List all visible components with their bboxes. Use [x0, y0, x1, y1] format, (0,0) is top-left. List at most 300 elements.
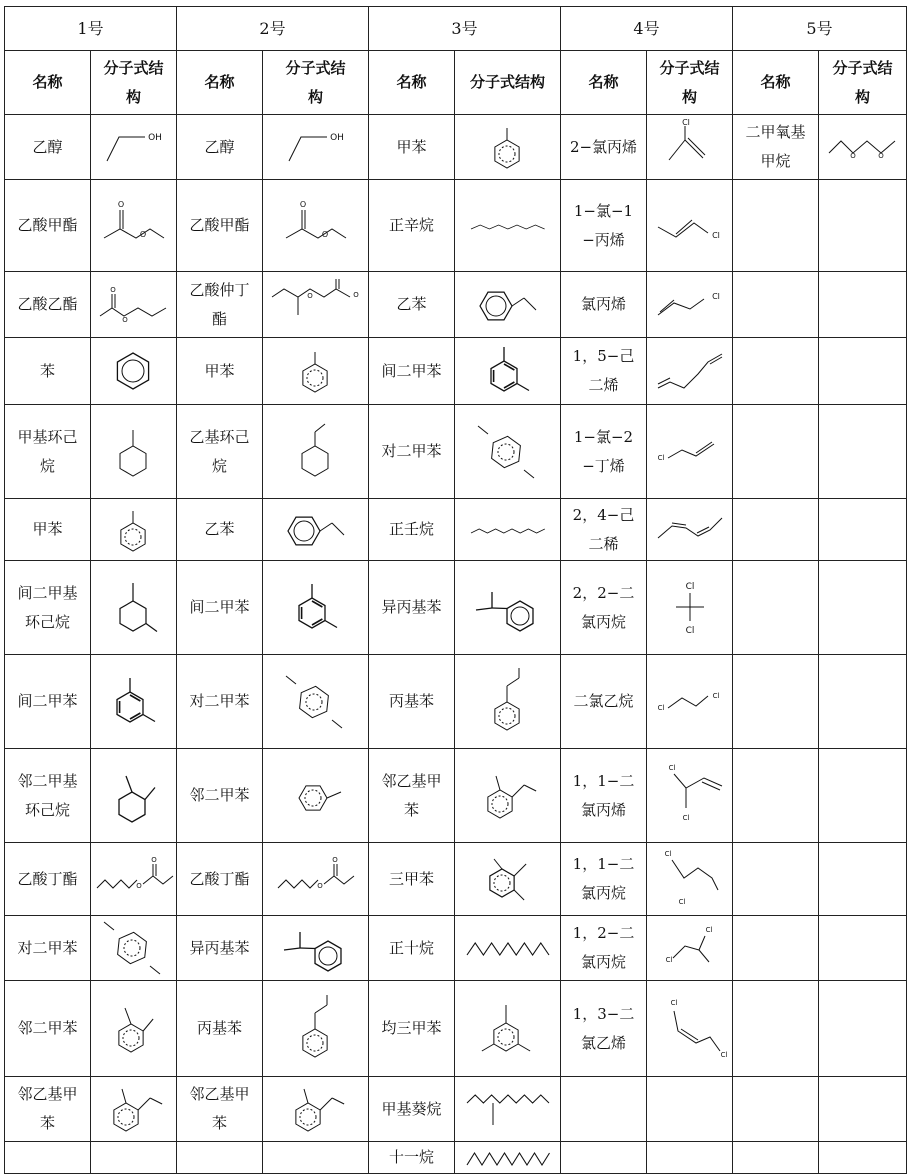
- structure-1,2-dichloropropane: [655, 918, 725, 978]
- structure-trimethylbenzene: [472, 843, 544, 915]
- structure-cell: [455, 180, 561, 272]
- compound-name-cell: [5, 272, 91, 338]
- compound-name-cell: [733, 115, 819, 180]
- structure-cell: [647, 981, 733, 1077]
- compound-name: 甲苯: [32, 520, 63, 538]
- name-header: 名称: [561, 51, 647, 115]
- bond-stroke: [511, 607, 529, 625]
- compound-name-cell: [733, 843, 819, 916]
- compound-name-cell: [733, 561, 819, 655]
- atom-label: Cl: [720, 1050, 727, 1059]
- compound-name-cell: [177, 499, 263, 561]
- structure-m-xylene-kek: [472, 338, 544, 404]
- bond-stroke: [494, 859, 502, 869]
- bond-stroke: [518, 1044, 530, 1051]
- compound-name: 十一烷: [388, 1148, 434, 1166]
- compound-name: 均三甲苯: [381, 1019, 442, 1037]
- bond-stroke: [306, 694, 322, 710]
- structure-cell: [263, 499, 369, 561]
- bond-stroke: [284, 948, 300, 950]
- compound-name: 对二甲苯: [381, 442, 442, 460]
- compound-name-cell: [733, 338, 819, 405]
- bond-stroke: [668, 696, 708, 708]
- structure-allyl-chloride: [652, 285, 728, 325]
- structure-methyldecane: [463, 1081, 553, 1137]
- bond-stroke: [286, 676, 296, 684]
- structure-butyl-acetate: [274, 854, 358, 904]
- compound-name-cell: [5, 1142, 91, 1174]
- bond-stroke: [97, 880, 137, 888]
- compound-name: 正十烷: [388, 938, 434, 957]
- compound-name-cell: [733, 749, 819, 843]
- bond-stroke: [498, 444, 514, 460]
- compound-name: 乙酸甲酯: [17, 216, 78, 234]
- bond-stroke: [289, 137, 327, 161]
- compound-name: 乙酸仲丁酯: [189, 280, 250, 328]
- compound-name-cell: [733, 1142, 819, 1174]
- bond-stroke: [512, 298, 524, 306]
- compound-name: 邻乙基甲苯: [189, 1085, 250, 1132]
- structure-cell: [91, 115, 177, 180]
- atom-label: O: [321, 229, 328, 239]
- structure-cell: [91, 338, 177, 405]
- structure-o-ethyltoluene: [280, 1077, 352, 1141]
- compound-name-cell: [369, 749, 455, 843]
- bond-stroke: [307, 370, 323, 386]
- compound-name-cell: [561, 561, 647, 655]
- structure-nonane-thin: [465, 515, 551, 545]
- compound-name-cell: [5, 1077, 91, 1142]
- bond-stroke: [332, 523, 344, 535]
- structure-m-xylene-kek: [280, 575, 352, 641]
- compound-name: 二氯乙烷: [573, 692, 634, 710]
- bond-stroke: [302, 446, 328, 476]
- bond-stroke: [672, 860, 718, 890]
- bond-stroke: [524, 298, 536, 310]
- group-header-3: 3号: [369, 7, 561, 51]
- structure-cell: [455, 655, 561, 749]
- structure-p-xylene: [278, 670, 354, 734]
- compound-name: 间二甲苯: [381, 361, 442, 380]
- structure-cell: [647, 1142, 733, 1174]
- compound-name: 乙醇: [204, 137, 235, 156]
- atom-label: Cl: [678, 898, 685, 906]
- bond-stroke: [524, 785, 536, 791]
- compound-name-cell: [177, 561, 263, 655]
- atom-label: O: [151, 856, 157, 864]
- table-row: [5, 1077, 907, 1142]
- compound-name: 1，2−二氯丙烷: [572, 924, 635, 971]
- bond-stroke: [142, 714, 154, 721]
- atom-label: Cl: [657, 703, 664, 712]
- compound-name: 乙苯: [204, 520, 235, 538]
- structure-cell: [819, 1142, 907, 1174]
- compound-name: 1，5−己二烯: [572, 347, 635, 394]
- bond-stroke: [504, 382, 514, 388]
- structure-dimethoxymethane: [823, 127, 903, 167]
- table-row: [5, 655, 907, 749]
- compound-name-cell: [561, 499, 647, 561]
- structure-ethylbenzene-flat: [468, 276, 548, 334]
- bond-stroke: [278, 880, 318, 888]
- compound-name-cell: [5, 749, 91, 843]
- structure-toluene: [281, 342, 351, 400]
- compound-name: 正壬烷: [388, 520, 434, 538]
- compound-name: 异丙基苯: [189, 938, 250, 957]
- compound-name-cell: [5, 180, 91, 272]
- bond-stroke: [118, 1109, 134, 1125]
- bond-stroke: [660, 300, 674, 312]
- bond-stroke: [658, 518, 722, 538]
- bond-stroke: [710, 357, 722, 364]
- bond-stroke: [697, 527, 709, 533]
- structure-cell: [263, 115, 369, 180]
- structure-cell: [91, 1077, 177, 1142]
- structure-cell: [647, 1077, 733, 1142]
- structure-cell: [455, 749, 561, 843]
- compound-name-cell: [5, 499, 91, 561]
- structure-o-ethyltoluene: [472, 764, 544, 828]
- bond-stroke: [299, 598, 325, 628]
- compound-name: 邻乙基甲苯: [381, 771, 442, 819]
- bond-stroke: [492, 608, 507, 609]
- compound-name: 乙酸丁酯: [17, 869, 78, 888]
- table-row: [5, 405, 907, 499]
- structure-cell: [819, 338, 907, 405]
- structure-cell: [91, 655, 177, 749]
- name-header: 名称: [369, 51, 455, 115]
- compound-name: 二甲氧基甲烷: [745, 123, 806, 170]
- bond-stroke: [476, 608, 492, 610]
- bond-stroke: [117, 932, 146, 963]
- structure-cell: [455, 561, 561, 655]
- structure-cell: [455, 499, 561, 561]
- structure-cell: [647, 338, 733, 405]
- bond-stroke: [499, 708, 515, 724]
- compound-name-cell: [561, 655, 647, 749]
- bond-stroke: [673, 936, 705, 958]
- structure-butyl-acetate: [93, 854, 177, 904]
- bond-stroke: [492, 796, 508, 812]
- table-row: [5, 561, 907, 655]
- structure-toluene-plain: [281, 766, 351, 826]
- compound-name-cell: [5, 655, 91, 749]
- compound-name: 1，1−二氯丙烷: [572, 855, 635, 902]
- compound-name: 乙醇: [32, 137, 63, 156]
- compound-name: 对二甲苯: [189, 692, 250, 710]
- formula-header: 分子式结构: [91, 51, 177, 115]
- bond-stroke: [514, 864, 526, 876]
- atom-label: O: [331, 856, 338, 864]
- structure-octane-thin: [465, 211, 551, 241]
- bond-stroke: [125, 529, 141, 545]
- group-header-2: 2号: [177, 7, 369, 51]
- atom-label: O: [352, 290, 359, 299]
- compound-table: [4, 6, 907, 1174]
- compound-name: 对二甲苯: [17, 938, 78, 957]
- structure-o-ethyltoluene: [98, 1077, 170, 1141]
- bond-stroke: [315, 424, 325, 432]
- bond-stroke: [117, 692, 143, 722]
- compound-name-cell: [177, 1142, 263, 1174]
- formula-header: 分子式结构: [647, 51, 733, 115]
- bond-stroke: [300, 1109, 316, 1125]
- compound-name-cell: [177, 272, 263, 338]
- structure-cumene: [276, 916, 356, 980]
- bond-stroke: [471, 225, 545, 229]
- table-row: [5, 843, 907, 916]
- structure-dimethylcyclohexane-m: [99, 572, 169, 644]
- atom-label: Cl: [685, 625, 694, 636]
- structure-cell: [263, 749, 369, 843]
- compound-name-cell: [369, 1142, 455, 1174]
- atom-label: Cl: [668, 763, 675, 772]
- structure-sec-butyl-acetate: [266, 275, 366, 335]
- bond-stroke: [491, 436, 520, 467]
- bond-stroke: [130, 713, 140, 719]
- bond-stroke: [150, 966, 160, 974]
- structure-cell: [647, 561, 733, 655]
- compound-name: 正辛烷: [388, 216, 434, 234]
- structure-propylbenzene: [283, 991, 349, 1067]
- atom-label: Cl: [670, 998, 677, 1007]
- bond-stroke: [504, 364, 514, 370]
- bond-stroke: [486, 296, 506, 316]
- compound-name: 2，2−二氯丙烷: [572, 583, 635, 631]
- compound-name-cell: [177, 405, 263, 499]
- compound-name-cell: [369, 180, 455, 272]
- compound-name-cell: [177, 180, 263, 272]
- structure-decane-bold: [463, 933, 553, 963]
- compound-name-cell: [177, 916, 263, 981]
- compound-name: 邻二甲苯: [189, 786, 250, 804]
- formula-header: 分子式结构: [455, 51, 561, 115]
- compound-name-cell: [369, 1077, 455, 1142]
- bond-stroke: [120, 601, 146, 631]
- structure-cell: [647, 749, 733, 843]
- bond-stroke: [514, 890, 524, 900]
- atom-label: Cl: [657, 453, 664, 462]
- structure-cell: [819, 405, 907, 499]
- structure-cell: [455, 115, 561, 180]
- compound-name-cell: [369, 405, 455, 499]
- structure-cell: [91, 1142, 177, 1174]
- compound-name-cell: [561, 1142, 647, 1174]
- compound-name: 间二甲苯: [17, 692, 78, 710]
- structure-p-xylene: [96, 916, 172, 980]
- structure-cell: [819, 180, 907, 272]
- bond-stroke: [144, 787, 154, 799]
- compound-name-cell: [5, 561, 91, 655]
- structure-cell: [91, 272, 177, 338]
- bond-stroke: [516, 384, 528, 391]
- compound-name-cell: [733, 655, 819, 749]
- atom-label: O: [299, 199, 306, 209]
- compound-name-cell: [561, 1077, 647, 1142]
- bond-stroke: [332, 720, 342, 728]
- structure-cell: [263, 843, 369, 916]
- atom-label: Cl: [685, 581, 694, 592]
- compound-name-cell: [177, 981, 263, 1077]
- structure-cell: [263, 1142, 369, 1174]
- compound-name: 乙酸乙酯: [17, 295, 78, 313]
- structure-methyl-acetate: [98, 196, 170, 256]
- bond-stroke: [307, 1035, 323, 1051]
- structure-cell: [91, 561, 177, 655]
- compound-name-cell: [733, 981, 819, 1077]
- structure-undecane-bold: [463, 1143, 553, 1173]
- structure-methyl-acetate: [280, 196, 352, 256]
- structure-cell: [91, 843, 177, 916]
- structure-cell: [819, 499, 907, 561]
- compound-name: 苯: [39, 361, 55, 380]
- structure-propylbenzene: [475, 664, 541, 740]
- bond-stroke: [498, 1029, 514, 1045]
- name-header: 名称: [733, 51, 819, 115]
- group-header-1: 1号: [5, 7, 177, 51]
- structure-ethanol: [281, 125, 351, 169]
- compound-name-cell: [177, 843, 263, 916]
- structure-ethanol: [99, 125, 169, 169]
- atom-label: O: [849, 152, 856, 160]
- compound-name-cell: [369, 338, 455, 405]
- bond-stroke: [122, 360, 144, 382]
- structure-cell: [263, 405, 369, 499]
- compound-name-cell: [5, 115, 91, 180]
- compound-name-cell: [177, 1077, 263, 1142]
- structure-cell: [647, 405, 733, 499]
- structure-cell: [91, 180, 177, 272]
- compound-name: 乙苯: [396, 295, 427, 313]
- compound-name: 甲基葵烷: [381, 1099, 442, 1118]
- bond-stroke: [674, 1011, 720, 1051]
- bond-stroke: [481, 1044, 493, 1051]
- structure-2-chloropropene: [655, 118, 725, 176]
- structure-1,1-dichloropropene-a: [652, 756, 728, 836]
- compound-name: 乙基环己烷: [189, 427, 250, 475]
- name-header: 名称: [177, 51, 263, 115]
- bond-stroke: [699, 950, 709, 962]
- compound-name-cell: [5, 843, 91, 916]
- structure-cell: [647, 843, 733, 916]
- structure-cell: [647, 499, 733, 561]
- structure-cell: [819, 916, 907, 981]
- bond-stroke: [300, 948, 315, 949]
- formula-header: 分子式结构: [819, 51, 907, 115]
- compound-name-cell: [369, 981, 455, 1077]
- structure-cell: [91, 499, 177, 561]
- structure-cell: [263, 916, 369, 981]
- compound-name: 甲苯: [204, 361, 235, 380]
- compound-name-cell: [561, 916, 647, 981]
- table-row: [5, 180, 907, 272]
- atom-label: O: [306, 291, 313, 300]
- bond-stroke: [320, 523, 332, 531]
- structure-cell: [455, 338, 561, 405]
- compound-name-cell: [369, 272, 455, 338]
- table-row: [5, 981, 907, 1077]
- table-row: [5, 115, 907, 180]
- bond-stroke: [658, 299, 704, 315]
- structure-cell: [819, 1077, 907, 1142]
- structure-cell: [647, 655, 733, 749]
- compound-name-cell: [561, 115, 647, 180]
- compound-name: 甲苯: [396, 137, 427, 156]
- structure-1-chloro-1-propene: [652, 201, 728, 251]
- bond-stroke: [327, 792, 341, 798]
- compound-name-cell: [177, 749, 263, 843]
- bond-stroke: [119, 792, 145, 822]
- compound-name-cell: [5, 916, 91, 981]
- structure-2,2-dichloropropane: [660, 573, 720, 643]
- structure-ethylcyclohexane: [281, 417, 351, 487]
- bond-stroke: [702, 782, 720, 790]
- atom-label: Cl: [682, 813, 689, 822]
- compound-name-cell: [369, 655, 455, 749]
- structure-cumene: [468, 576, 548, 640]
- bond-stroke: [658, 354, 722, 388]
- structure-cell: [819, 843, 907, 916]
- compound-name: 1−氯−1−丙烯: [573, 201, 634, 249]
- compound-name: 2−氯丙烯: [569, 137, 638, 156]
- bond-stroke: [299, 686, 328, 717]
- structure-cell: [263, 561, 369, 655]
- bond-stroke: [685, 140, 703, 158]
- compound-name-cell: [733, 916, 819, 981]
- structure-o-xylene: [101, 996, 167, 1062]
- atom-label: O: [121, 315, 128, 324]
- compound-name-cell: [561, 843, 647, 916]
- compound-name-cell: [561, 405, 647, 499]
- atom-label: Cl: [711, 291, 720, 301]
- compound-name-cell: [5, 338, 91, 405]
- atom-label: Cl: [705, 926, 712, 934]
- structure-methylcyclohexane: [99, 419, 169, 485]
- compound-name-cell: [561, 180, 647, 272]
- structure-cell: [647, 916, 733, 981]
- bond-stroke: [294, 521, 314, 541]
- structure-dichloroethane: [652, 682, 728, 722]
- atom-label: Cl: [711, 230, 720, 240]
- bond-stroke: [107, 137, 145, 161]
- compound-name: 乙酸甲酯: [189, 216, 250, 234]
- bond-stroke: [324, 620, 336, 627]
- structure-cell: [91, 981, 177, 1077]
- bond-stroke: [491, 361, 517, 391]
- bond-stroke: [829, 141, 895, 153]
- compound-name-cell: [733, 405, 819, 499]
- bond-stroke: [124, 940, 140, 956]
- bond-stroke: [320, 1098, 332, 1110]
- compound-name-cell: [369, 916, 455, 981]
- bond-stroke: [324, 876, 354, 884]
- compound-name: 丙基苯: [388, 692, 434, 710]
- structure-m-xylene-kek: [98, 669, 170, 735]
- table-row: [5, 499, 907, 561]
- bond-stroke: [658, 223, 708, 237]
- compound-name: 邻二甲苯: [17, 1019, 78, 1037]
- structure-cell: [819, 981, 907, 1077]
- compound-name: 2，4−己二稀: [572, 505, 635, 553]
- bond-stroke: [145, 623, 156, 631]
- compound-name-cell: [561, 749, 647, 843]
- atom-label: Cl: [664, 850, 671, 858]
- compound-name: 间二甲基环己烷: [17, 583, 78, 631]
- bond-stroke: [471, 529, 545, 533]
- bond-stroke: [150, 1098, 162, 1104]
- bond-stroke: [332, 1098, 344, 1104]
- structure-cell: [91, 916, 177, 981]
